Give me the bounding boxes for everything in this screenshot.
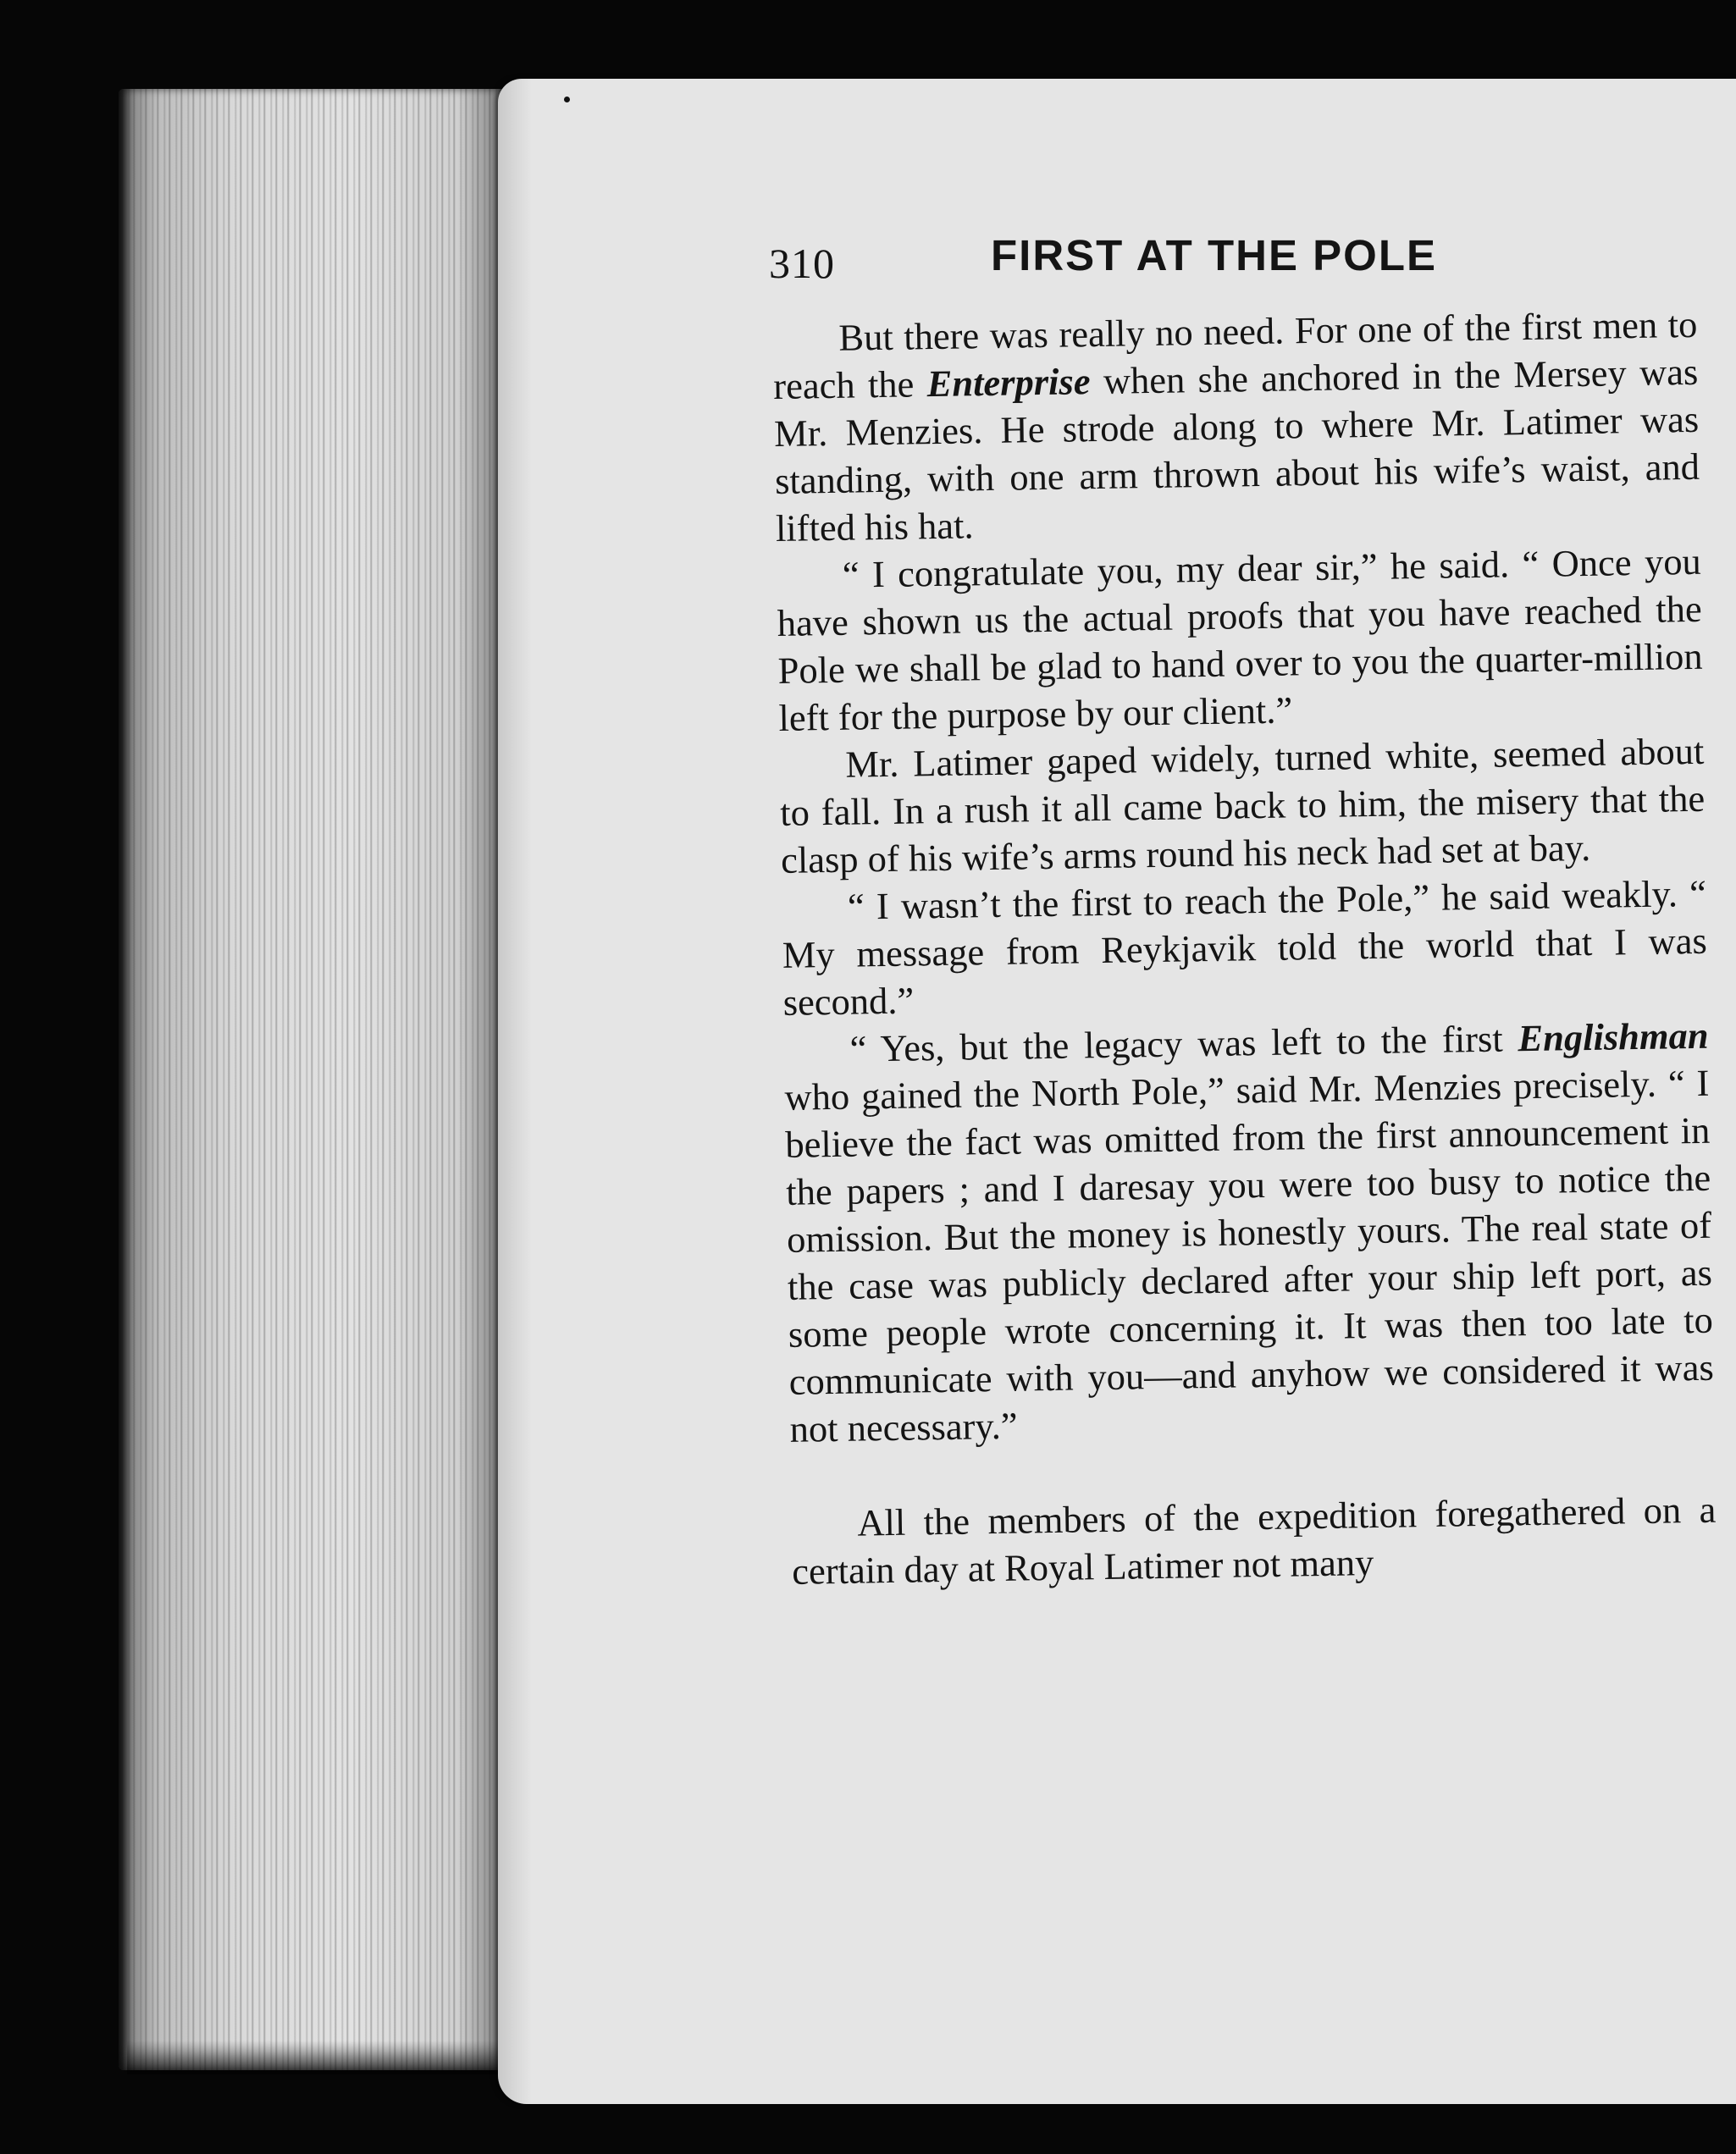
- page-edges-shadow: [127, 2041, 504, 2074]
- paragraph-5-text-a: “ Yes, but the legacy was left to the first: [849, 1017, 1518, 1070]
- paragraph-1: [772, 301, 1700, 552]
- paragraph-6: All the members of the expedition foregathered on a certain day at Royal Latimer not many: [791, 1488, 1717, 1593]
- paragraph-1-text-a: But there was really no need. For one of the first men to reach the: [772, 302, 1698, 407]
- body-text: [772, 301, 1717, 1595]
- paragraph-1-text-b: when she anchored in the Mersey was Mr. Menzies. He strode along to where Mr. Latimer was standing, with one arm thrown about his wife’s waist, and lifted his hat.: [773, 350, 1700, 550]
- book-page-edges: [119, 89, 504, 2070]
- page-number: 310: [769, 240, 835, 287]
- paragraph-4: “ I wasn’t the first to reach the Pole,” he said weakly. “ My message from Reykjavik told the world that I was second.”: [782, 871, 1708, 1024]
- paragraph-5-text-b: who gained the North Pole,” said Mr. Menzies precisely. “ I believe the fact was omitted from the first announcement in the papers ; and I daresay you were too busy to notice the omission. But the money is honestly yours. The real state of the case was publicly declared after your ship left port, as some people wrote concerning it. It was then too late to communicate with you—and anyhow we considered it was not necessary.”: [784, 1061, 1715, 1450]
- paragraph-2: “ I congratulate you, my dear sir,” he said. “ Once you have shown us the actual proofs that you have reached the Pole we shall be glad to hand over to you the quarter-million left for the purpose by our client.”: [777, 539, 1703, 739]
- running-title: FIRST AT THE POLE: [991, 231, 1437, 279]
- ship-name-italic: Enterprise: [926, 360, 1091, 406]
- paragraph-3: Mr. Latimer gaped widely, turned white, seemed about to fall. In a rush it all came back to him, the misery that the clasp of his wife’s arms round his neck had set at bay.: [779, 729, 1706, 881]
- paragraph-5: [783, 1012, 1715, 1453]
- ink-speck: [564, 97, 570, 102]
- englishman-italic: Englishman: [1518, 1013, 1709, 1060]
